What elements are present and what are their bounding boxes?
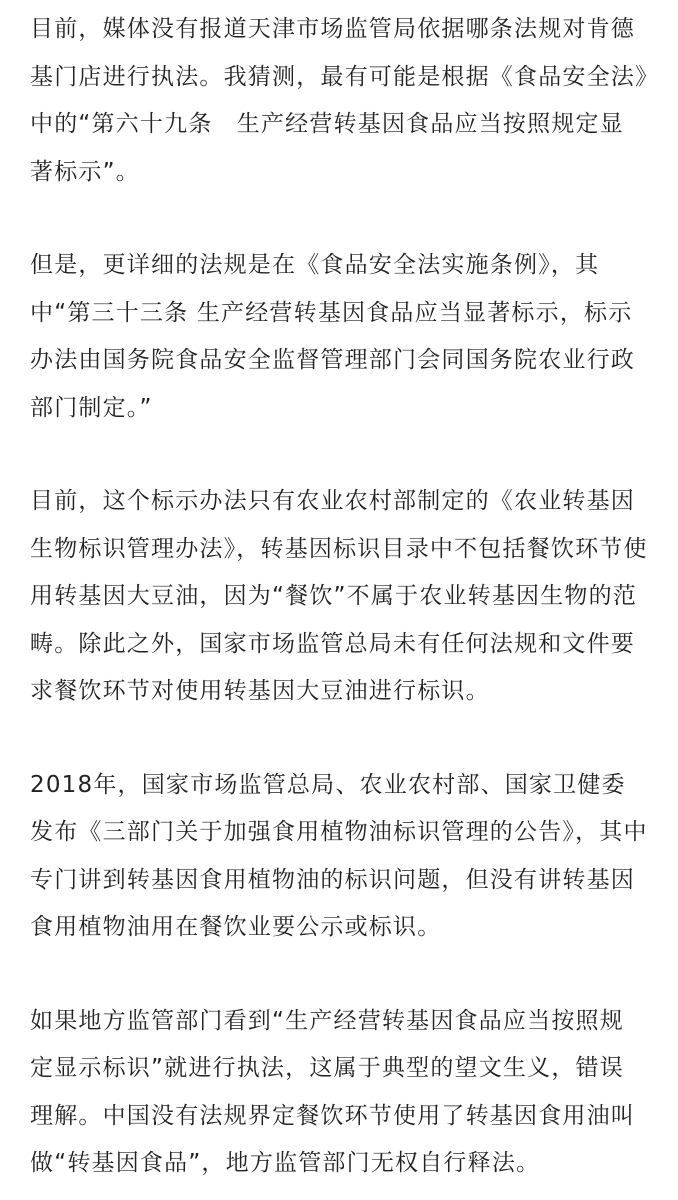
paragraph-2018-announcement: 2018年，国家市场监管总局、农业农村部、国家卫健委发布《三部门关于加强食用植物油标识管理的公告》，其中专门讲到转基因食用植物油的标识问题，但没有讲转基因食用植物油用在餐饮业要公示或标识。 — [30, 771, 648, 940]
paragraph-labeling-measures: 目前，这个标示办法只有农业农村部制定的《农业转基因生物标识管理办法》，转基因标识目录中不包括餐饮环节使用转基因大豆油，因为“餐饮”不属于农业转基因生物的范畴。除此之外，国家市场监管总局未有任何法规和文件要求餐饮环节对使用转基因大豆油进行标识。 — [30, 488, 648, 704]
article-body — [30, 6, 648, 1188]
paragraph-enforcement-basis: 目前，媒体没有报道天津市场监管局依据哪条法规对肯德基门店进行执法。我猜测，最有可能是根据《食品安全法》中的“第六十九条 生产经营转基因食品应当按照规定显著标示”。 — [30, 16, 648, 185]
paragraph-misinterpretation: 如果地方监管部门看到“生产经营转基因食品应当按照规定显示标识”就进行执法，这属于典型的望文生义，错误理解。中国没有法规界定餐饮环节使用了转基因食用油叫做“转基因食品”，地方监管部门无权自行释法。 — [30, 1007, 635, 1176]
paragraph-implementation-regulations: 但是，更详细的法规是在《食品安全法实施条例》，其中“第三十三条 生产经营转基因食品应当显著标示，标示办法由国务院食品安全监督管理部门会同国务院农业行政部门制定。” — [30, 252, 635, 421]
